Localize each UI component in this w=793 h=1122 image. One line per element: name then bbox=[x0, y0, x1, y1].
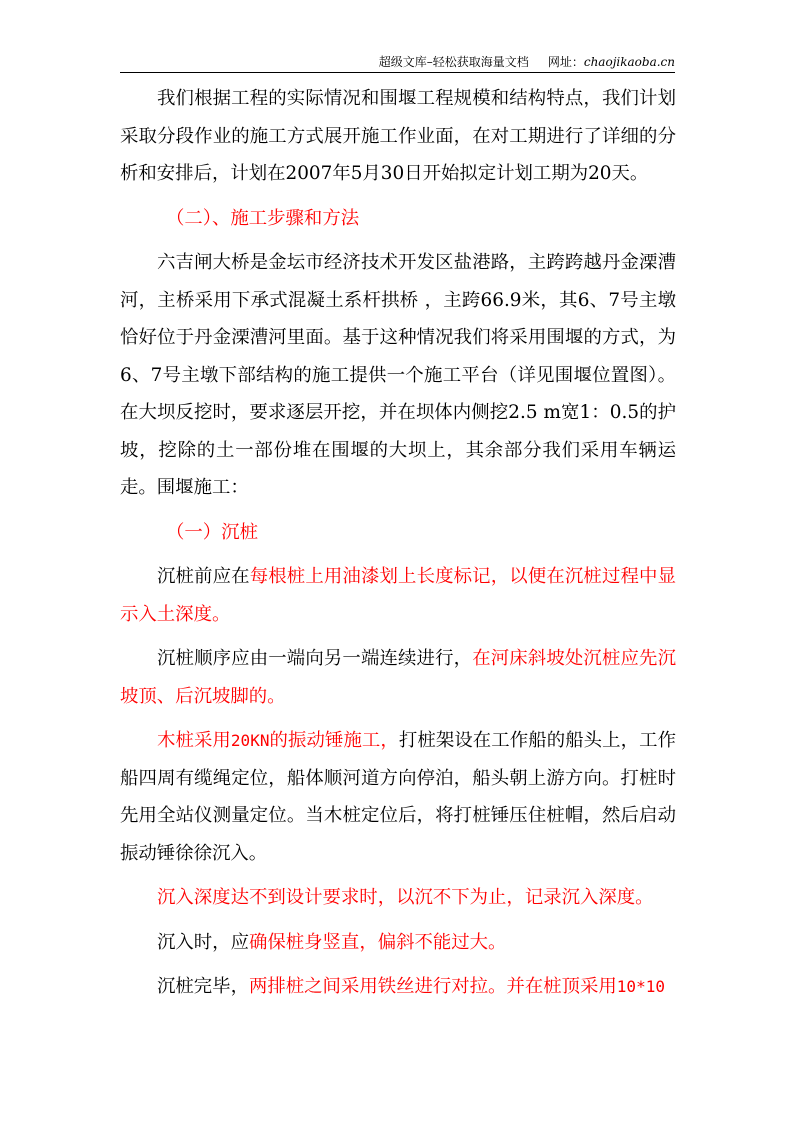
paragraph-verticality bbox=[120, 924, 676, 962]
header-url-label: 网址： bbox=[547, 55, 584, 69]
document-body bbox=[120, 80, 676, 1006]
header-url: chaojikaoba.cn bbox=[583, 55, 675, 69]
verticality-highlight: 确保桩身竖直，偏斜不能过大。 bbox=[248, 931, 507, 953]
paragraph-pile-order bbox=[120, 640, 676, 715]
paragraph-vibratory-hammer bbox=[120, 722, 676, 872]
hammer-lead: 木桩采用 bbox=[157, 730, 231, 751]
header-site-name: 超级文库–轻松获取海量文档 bbox=[378, 55, 529, 69]
paragraph-schedule: 我们根据工程的实际情况和围堰工程规模和结构特点，我们计划采取分段作业的施工方式展开施工作业面，在对工期进行了详细的分析和安排后，计划在2007年5月30日开始拟定计划工期为20天。 bbox=[120, 88, 676, 184]
verticality-lead: 沉入时，应 bbox=[157, 931, 249, 953]
section-heading-steps: （二）、施工步骤和方法 bbox=[166, 207, 360, 229]
hammer-rating: 20KN bbox=[230, 731, 270, 750]
pile-order-lead: 沉桩顺序应由一端向另一端连续进行， bbox=[157, 648, 473, 669]
page-header bbox=[120, 55, 675, 69]
section-heading-piling: （一）沉桩 bbox=[166, 521, 258, 543]
pile-marking-highlight: 每根桩上用油漆划上长度标记，以便在沉桩过程中显示入土深度。 bbox=[120, 566, 676, 625]
hammer-procedure: 打桩架设在工作船的船头上，工作船四周有缆绳定位，船体顺河道方向停泊，船头朝上游方向。打桩时先用全站仪测量定位。当木桩定位后，将打桩锤压住桩帽，然后启动振动锤徐徐沉入。 bbox=[120, 730, 676, 864]
paragraph-pile-marking bbox=[120, 558, 676, 633]
tie-wire-dimension: 10*10 bbox=[616, 977, 665, 996]
tie-wire-lead: 沉桩完毕， bbox=[157, 976, 249, 997]
header-divider bbox=[120, 72, 675, 73]
pile-marking-lead: 沉桩前应在 bbox=[157, 566, 250, 587]
paragraph-tie-wire bbox=[120, 968, 676, 1006]
tie-wire-highlight: 两排桩之间采用铁丝进行对拉。并在桩顶采用 bbox=[248, 976, 617, 997]
pile-order-highlight: 在河床斜坡处沉桩应先沉坡顶、后沉坡脚的。 bbox=[120, 648, 676, 707]
paragraph-bridge-overview: 六吉闸大桥是金坛市经济技术开发区盐港路，主跨跨越丹金溧漕河，主桥采用下承式混凝土系杆拱桥 ，主跨66.9米，其6、7号主墩恰好位于丹金溧漕河里面。基于这种情况我们将采用围堰的方式，为6、7号主墩下部结构的施工提供一个施工平台（详见围堰位置图）。在大坝反挖时，要求逐层开挖，并在坝体内侧挖2.5 m宽1：0.5的护坡，挖除的土一部份堆在围堰的大坝上，其余部分我们采用车辆运走。围堰施工： bbox=[120, 252, 676, 498]
hammer-highlight: 的振动锤施工， bbox=[269, 730, 399, 751]
paragraph-depth-record: 沉入深度达不到设计要求时，以沉不下为止，记录沉入深度。 bbox=[157, 887, 654, 908]
